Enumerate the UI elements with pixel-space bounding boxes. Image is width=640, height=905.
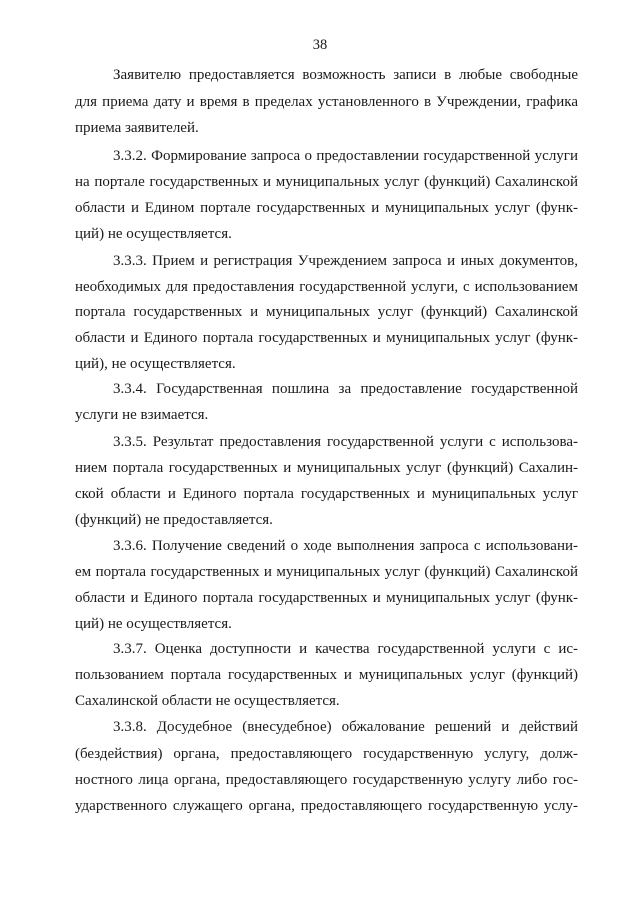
page-number: 38 <box>312 37 328 53</box>
paragraph-1-line-1: Заявителю предоставляется возможность записи в любые свободные <box>113 67 578 83</box>
paragraph-3-3-5-line-1: 3.3.5. Результат предоставления государственной услуги с использова- <box>113 434 578 450</box>
paragraph-3-3-2-line-1: 3.3.2. Формирование запроса о предоставлении государственной услуги <box>113 148 578 164</box>
paragraph-3-3-3-line-3: портала государственных и муниципальных услуг (функций) Сахалинской <box>75 304 578 320</box>
paragraph-3-3-2-line-3: области и Едином портале государственных и муниципальных услуг (функ- <box>75 200 578 216</box>
paragraph-3-3-8-line-3: ностного лица органа, предоставляющего государственную услугу либо гос- <box>75 772 578 788</box>
paragraph-3-3-2-line-4: ций) не осуществляется. <box>75 226 232 242</box>
paragraph-3-3-5-line-4: (функций) не предоставляется. <box>75 512 273 528</box>
paragraph-3-3-7-line-2: пользованием портала государственных и муниципальных услуг (функций) <box>75 667 578 683</box>
paragraph-3-3-2-line-2: на портале государственных и муниципальных услуг (функций) Сахалинской <box>75 174 578 190</box>
paragraph-3-3-3-line-4: области и Единого портала государственных и муниципальных услуг (функ- <box>75 330 578 346</box>
paragraph-3-3-4-line-1: 3.3.4. Государственная пошлина за предоставление государственной <box>113 381 578 397</box>
paragraph-3-3-4-line-2: услуги не взимается. <box>75 407 209 423</box>
paragraph-3-3-5-line-2: нием портала государственных и муниципальных услуг (функций) Сахалин- <box>75 460 578 476</box>
paragraph-3-3-6-line-4: ций) не осуществляется. <box>75 616 232 632</box>
paragraph-1-line-2: для приема дату и время в пределах установленного в Учреждении, графика <box>75 94 578 110</box>
paragraph-3-3-3-line-1: 3.3.3. Прием и регистрация Учреждением запроса и иных документов, <box>113 253 578 269</box>
paragraph-1-line-3: приема заявителей. <box>75 120 199 136</box>
paragraph-3-3-8-line-4: ударственного служащего органа, предоставляющего государственную услу- <box>75 798 578 814</box>
paragraph-3-3-6-line-3: области и Единого портала государственных и муниципальных услуг (функ- <box>75 590 578 606</box>
paragraph-3-3-7-line-1: 3.3.7. Оценка доступности и качества государственной услуги с ис- <box>113 641 578 657</box>
paragraph-3-3-8-line-2: (бездействия) органа, предоставляющего государственную услугу, долж- <box>75 746 578 762</box>
paragraph-3-3-8-line-1: 3.3.8. Досудебное (внесудебное) обжалование решений и действий <box>113 719 578 735</box>
paragraph-3-3-3-line-5: ций), не осуществляется. <box>75 356 236 372</box>
paragraph-3-3-7-line-3: Сахалинской области не осуществляется. <box>75 693 340 709</box>
paragraph-3-3-6-line-2: ем портала государственных и муниципальных услуг (функций) Сахалинской <box>75 564 578 580</box>
paragraph-3-3-5-line-3: ской области и Единого портала государственных и муниципальных услуг <box>75 486 578 502</box>
paragraph-3-3-3-line-2: необходимых для предоставления государственной услуги, с использованием <box>75 279 578 295</box>
paragraph-3-3-6-line-1: 3.3.6. Получение сведений о ходе выполнения запроса с использовани- <box>113 538 578 554</box>
